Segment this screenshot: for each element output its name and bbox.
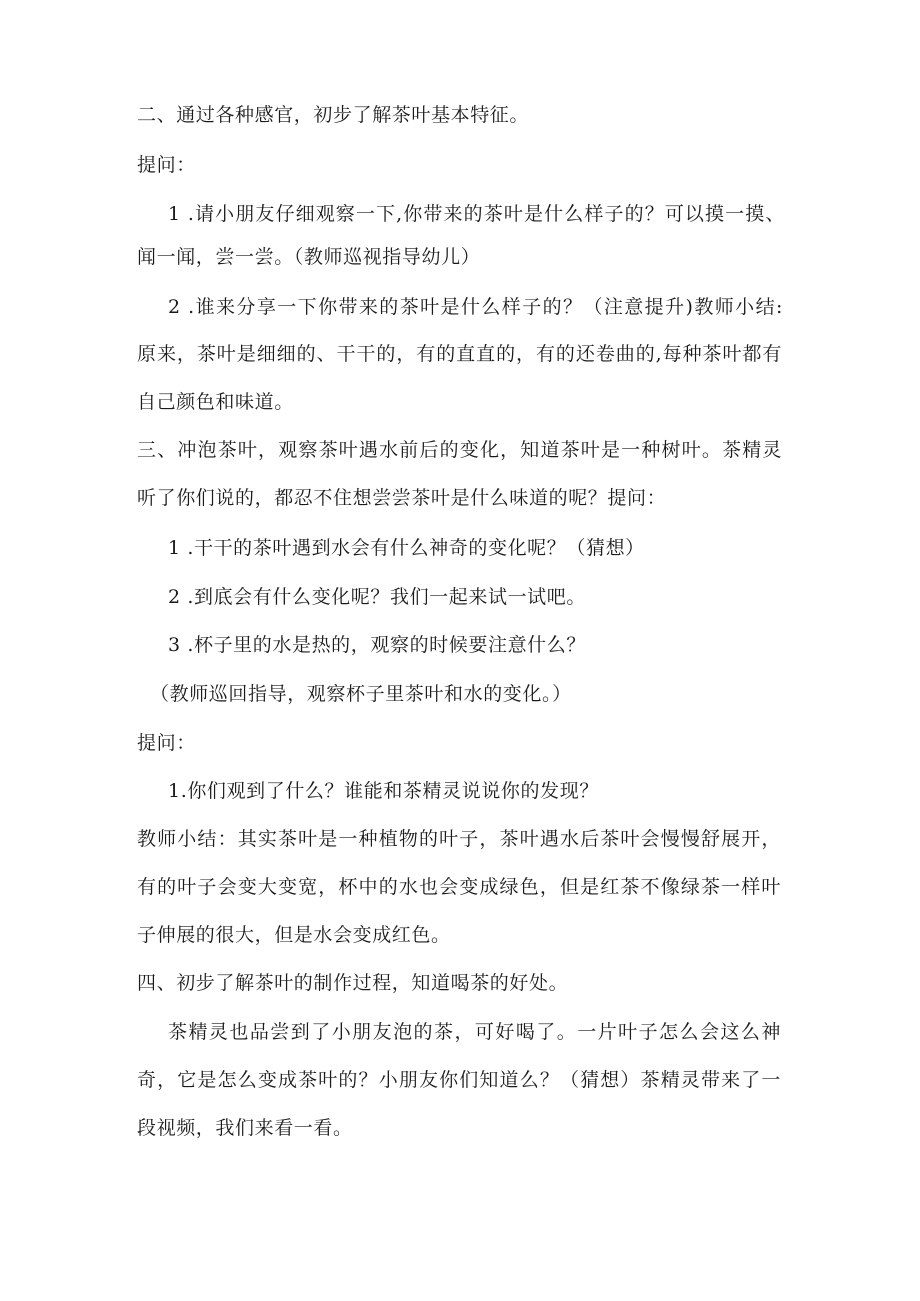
question-item-1-continued: 闻一闻，尝一尝。（教师巡视指导幼儿）: [137, 246, 481, 268]
question-item-1: 1 .请小朋友仔细观察一下,你带来的茶叶是什么样子的？可以摸一摸、: [168, 203, 785, 225]
teacher-summary-line-2: 有的叶子会变大变宽，杯中的水也会变成绿色，但是红茶不像绿茶一样叶: [137, 876, 781, 898]
question-item-1: 1.你们观到了什么？谁能和茶精灵说说你的发现？: [168, 780, 599, 802]
question-label: 提问：: [137, 154, 196, 176]
section-heading-3: 三、冲泡茶叶，观察茶叶遇水前后的变化，知道茶叶是一种树叶。茶精灵: [137, 439, 782, 461]
question-item-2: 2 .谁来分享一下你带来的茶叶是什么样子的？（注意提升)教师小结:: [168, 296, 783, 318]
paragraph-line-1: 茶精灵也品尝到了小朋友泡的茶，可好喝了。一片叶子怎么会这么神: [168, 1021, 781, 1043]
section-heading-2: 二、通过各种感官，初步了解茶叶基本特征。: [137, 104, 530, 126]
question-item-3: 3 .杯子里的水是热的，观察的时候要注意什么？: [168, 634, 586, 656]
teacher-summary-line-3: 子伸展的很大，但是水会变成红色。: [137, 924, 451, 946]
paragraph-line-2: 奇，它是怎么变成茶叶的？小朋友你们知道么？（猜想）茶精灵带来了一: [137, 1069, 781, 1091]
teacher-summary-line-1: 教师小结：其实茶叶是一种植物的叶子，茶叶遇水后茶叶会慢慢舒展开，: [137, 828, 781, 850]
question-label: 提问：: [137, 732, 196, 754]
section-heading-4: 四、初步了解茶叶的制作过程，知道喝茶的好处。: [137, 972, 569, 994]
question-item-2: 2 .到底会有什么变化呢？我们一起来试一试吧。: [168, 586, 586, 608]
teacher-summary-line-2: 自己颜色和味道。: [137, 391, 294, 413]
paragraph-line-3: 段视频，我们来看一看。: [137, 1117, 353, 1139]
question-item-1: 1 .干干的茶叶遇到水会有什么神奇的变化呢？（猜想）: [168, 537, 645, 559]
teacher-guidance-note: （教师巡回指导，观察杯子里茶叶和水的变化。）: [150, 683, 572, 705]
section-3-intro: 听了你们说的，都忍不住想尝尝茶叶是什么味道的呢？提问：: [137, 487, 667, 509]
teacher-summary-line-1: 原来，茶叶是细细的、干干的，有的直直的，有的还卷曲的,每种茶叶都有: [137, 343, 782, 365]
